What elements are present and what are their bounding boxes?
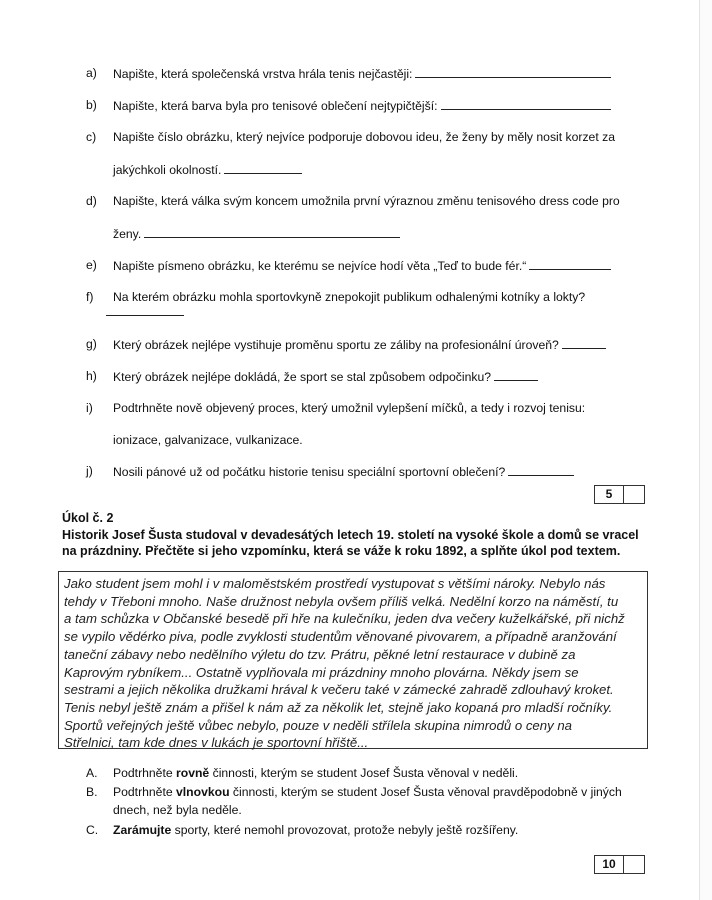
question-text: Který obrázek nejlépe vystihuje proměnu sportu ze záliby na profesionální úroveň? xyxy=(113,338,559,352)
question-letter: b) xyxy=(86,98,97,112)
subtask-keyword: vlnovkou xyxy=(176,785,230,799)
quote-line: Jako student jsem mohl i v maloměstském prostředí vystupovat s většími nároky. Nebylo nás xyxy=(64,576,606,591)
question-letter: g) xyxy=(86,337,97,351)
question-letter: h) xyxy=(86,369,97,383)
question-text: Podtrhněte nově objevený proces, který umožnil vylepšení míčků, a tedy i rozvoj tenisu: xyxy=(113,401,586,415)
subtask-text: Podtrhněte xyxy=(113,785,177,799)
subtask-letter: B. xyxy=(86,785,98,799)
task-intro-line: na prázdniny. Přečtěte si jeho vzpomínku, která se váže k roku 1892, a splňte úkol pod textem. xyxy=(62,544,621,558)
question-c-continuation xyxy=(113,162,302,178)
subtask-text: sporty, které nemohl provozovat, protože nebyly ještě rozšířeny. xyxy=(171,823,519,837)
question-letter: c) xyxy=(86,130,97,144)
question-text: Napište písmeno obrázku, ke kterému se nejvíce hodí věta „Teď to bude fér.“ xyxy=(113,259,527,273)
answer-line[interactable] xyxy=(415,66,611,78)
quote-line: tehdy v Třeboni mnoho. Naše družnost nebyla ovšem příliš velká. Nedělní korzo na náměstí, tu xyxy=(64,593,619,609)
subtask-b-continuation xyxy=(113,802,242,818)
score-value: 5 xyxy=(595,486,624,503)
question-text: Napište číslo obrázku, který nejvíce podporuje dobovou ideu, že ženy by měly nosit korzet za xyxy=(113,130,615,144)
question-text: Na kterém obrázku mohla sportovkyně znepokojit publikum odhalenými kotníky a lokty? xyxy=(113,290,586,304)
subtask-text: činnosti, kterým se student Josef Šusta věnoval pravděpodobně v jiných xyxy=(229,785,622,799)
answer-line[interactable] xyxy=(494,369,538,381)
task-title: Úkol č. 2 xyxy=(62,511,114,525)
quote-line: sestrami a jejich několika družkami hrával k večeru také v zámecké zahradě zdlouhavý kroket. xyxy=(64,682,614,698)
question-letter: d) xyxy=(86,194,97,208)
score-box xyxy=(594,485,645,504)
subtask-text: Podtrhněte xyxy=(113,766,177,780)
question-f-continuation xyxy=(106,304,184,320)
score-value: 10 xyxy=(595,856,624,873)
answer-line[interactable] xyxy=(224,162,302,174)
answer-line[interactable] xyxy=(562,337,606,349)
subtask-text: činnosti, kterým se student Josef Šusta věnoval v neděli. xyxy=(209,766,519,780)
question-letter: f) xyxy=(86,290,94,304)
task-intro-line: Historik Josef Šusta studoval v devadesátých letech 19. století na vysoké škole a domů se vracel xyxy=(62,528,639,542)
memoir-quote-box[interactable] xyxy=(58,571,648,749)
question-letter: i) xyxy=(86,401,93,415)
answer-line[interactable] xyxy=(441,98,611,110)
quote-line: se vypilo vědérko piva, podle zvyklosti studentům věnované pivovarem, a případně aranžování xyxy=(64,629,617,645)
answer-line[interactable] xyxy=(144,226,400,238)
quote-line: Sportů veřejných ještě vůbec nebylo, pouze v neděli střílela skupina nimrodů o ceny na xyxy=(64,717,573,733)
question-text: Který obrázek nejlépe dokládá, že sport se stal způsobem odpočinku? xyxy=(113,370,492,384)
question-text-cont: ženy. xyxy=(113,227,142,241)
subtask-keyword: Zarámujte xyxy=(113,823,172,837)
answer-line[interactable] xyxy=(529,258,611,270)
subtask-letter: A. xyxy=(86,766,98,780)
score-entry[interactable] xyxy=(624,486,644,503)
question-text-cont[interactable]: ionizace, galvanizace, vulkanizace. xyxy=(113,433,303,447)
quote-line: Kaprovým rybníkem... Ostatně vyplňovala mi prázdniny mnoho plovárna. Někdy jsem se xyxy=(64,664,579,680)
subtask-letter: C. xyxy=(86,823,99,837)
question-i-options[interactable] xyxy=(113,433,303,448)
answer-line[interactable] xyxy=(106,304,184,316)
score-box xyxy=(594,855,645,874)
quote-line: Tenis nebyl ještě znám a přišel k nám až za několik let, stejně jako kopaná pro mladší ročníky. xyxy=(64,699,613,715)
question-text: Nosili pánové už od počátku historie tenisu speciální sportovní oblečení? xyxy=(113,465,506,479)
question-letter: a) xyxy=(86,66,97,80)
quote-line: taneční zábavy nebo nedělního výletu do tzv. Prátru, pěkné letní restaurace v dubině za xyxy=(64,646,576,662)
question-text: Napište, která válka svým koncem umožnila první výraznou změnu tenisového dress code pro xyxy=(113,194,620,208)
question-letter: e) xyxy=(86,258,97,272)
question-text: Napište, která barva byla pro tenisové oblečení nejtypičtější: xyxy=(113,99,438,113)
quote-line: a tam schůzka v Občanské besedě při hře na kulečníku, jeden dva večery kuželkářské, při nichž xyxy=(64,611,625,627)
subtask-keyword: rovně xyxy=(176,766,210,780)
score-entry[interactable] xyxy=(624,856,644,873)
answer-line[interactable] xyxy=(508,464,574,476)
subtask-text: dnech, než byla neděle. xyxy=(113,803,242,817)
question-text-cont: jakýchkoli okolností. xyxy=(113,163,222,177)
question-d-continuation xyxy=(113,226,400,242)
question-letter: j) xyxy=(86,464,93,478)
scrollbar[interactable] xyxy=(699,0,712,900)
question-text: Napište, která společenská vrstva hrála tenis nejčastěji: xyxy=(113,67,413,81)
quote-line: Střelnici, tam kde dnes v lukách je sportovní hřiště... xyxy=(64,735,369,751)
